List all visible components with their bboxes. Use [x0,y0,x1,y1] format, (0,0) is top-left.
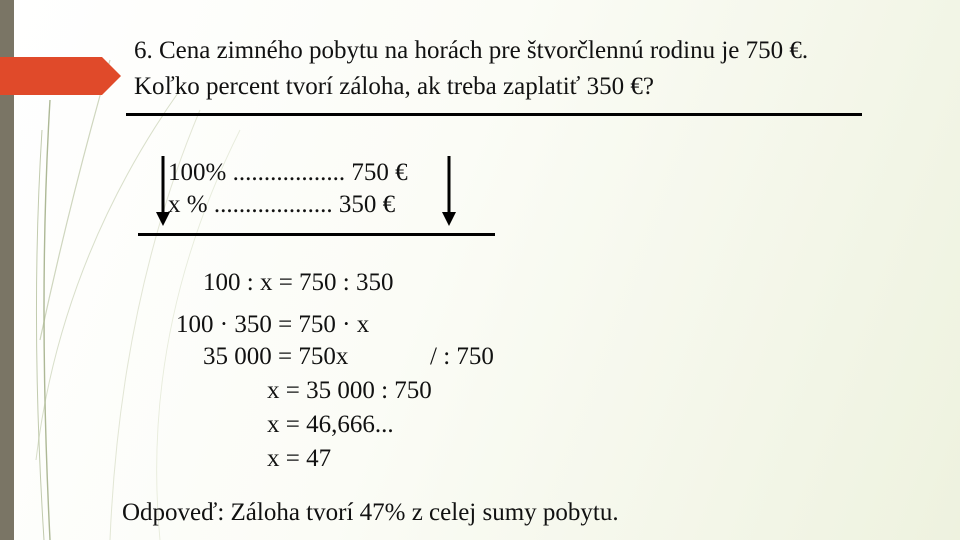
proportion-row-1: 100% .................. 750 € [168,159,408,186]
right-arrow-down-icon [441,154,457,228]
solution-step-2: 100 · 350 = 750 · x [176,311,370,338]
question-line-1: 6. Cena zimného pobytu na horách pre štvorčlennú rodinu je 750 €. [134,37,809,64]
solution-step-6: x = 47 [267,445,332,472]
proportion-row-2: x % ................... 350 € [168,191,396,218]
solution-step-3: 35 000 = 750x [203,343,349,370]
solution-step-1: 100 : x = 750 : 350 [203,269,394,296]
solution-step-5: x = 46,666... [267,411,394,438]
red-arrow-tab [0,57,121,95]
solution-step-4: x = 35 000 : 750 [267,377,432,404]
question-line-2: Koľko percent tvorí záloha, ak treba zaplatiť 350 €? [134,73,654,100]
question-underline [126,113,862,116]
answer-text: Odpoveď: Záloha tvorí 47% z celej sumy pobytu. [122,499,619,526]
solution-step-3-operation: / : 750 [430,343,494,370]
proportion-underline [138,233,495,236]
